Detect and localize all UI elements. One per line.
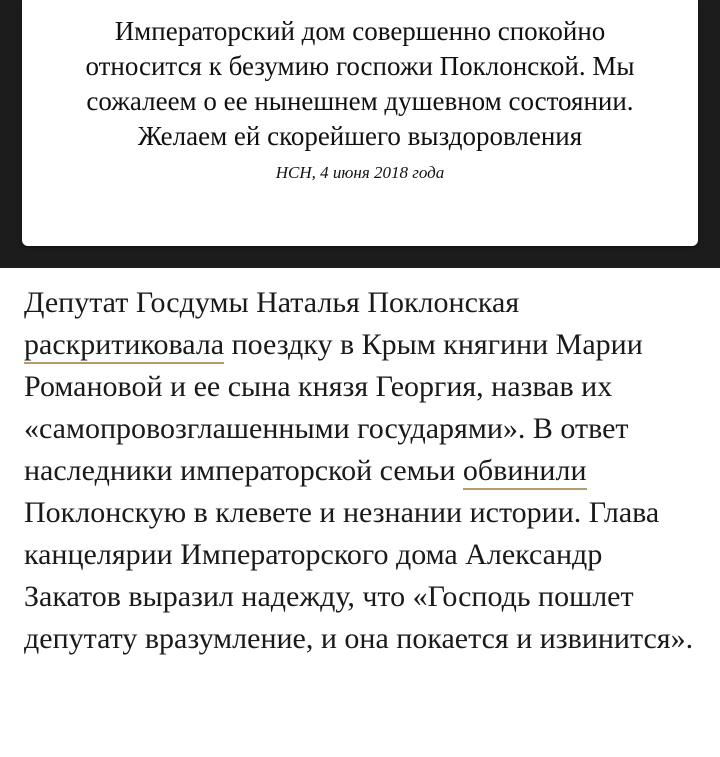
quote-card — [22, 0, 698, 246]
quote-text: Императорский дом совершенно спокойно относится к безумию госпожи Поклонской. Мы сожалеем о ее нынешнем душевном состоянии. Желаем ей скорейшего выздоровления — [85, 16, 635, 151]
criticized-link[interactable]: раскритиковала — [24, 328, 224, 364]
accused-link[interactable]: обвинили — [463, 454, 587, 490]
article-paragraph — [24, 282, 704, 660]
article-text-1: Депутат Госдумы Наталья Поклонская — [24, 286, 520, 319]
quote-band — [0, 0, 720, 268]
article-text-3: Поклонскую в клевете и незнании истории. Глава канцелярии Императорского дома Александр Закатов выразил надежду, что «Господь пошлет депутату вразумление, и она покается и извинится». — [24, 496, 694, 655]
article-text-2: поездку в Крым княгини Марии Романовой и ее сына князя Георгия, назвав их «самопровозглашенными государями». В ответ наследники императорской семьи — [24, 328, 643, 487]
quote-source: НСН, 4 июня 2018 года — [275, 163, 445, 182]
